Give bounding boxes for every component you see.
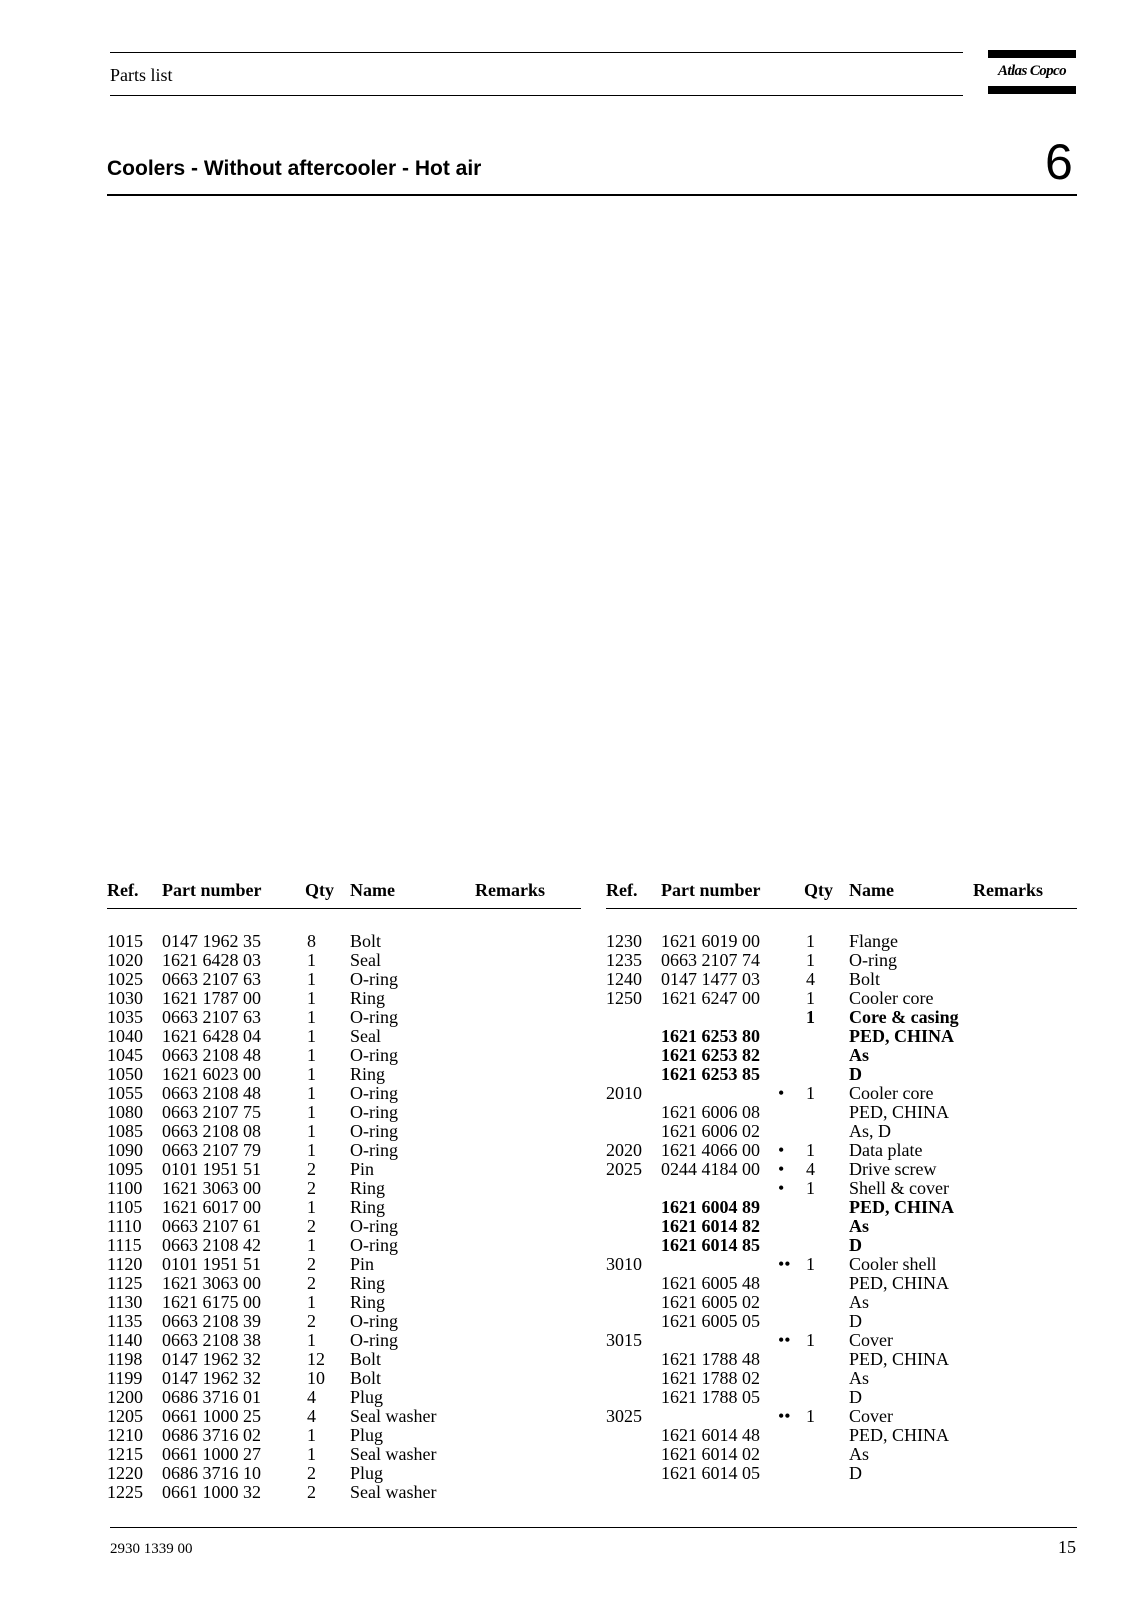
cell-part-number: 0686 3716 10 [162,1463,261,1483]
cell-qty: 2 [307,1178,316,1198]
footer-rule [110,1527,1077,1528]
cell-name: As [849,1368,870,1388]
cell-ref: 2025 [606,1159,642,1179]
cell-qty: 1 [307,988,316,1008]
cell-qty: 12 [307,1349,325,1369]
cell-part-number: 1621 6253 82 [661,1045,760,1065]
cell-qty: 1 [806,1140,815,1160]
cell-part-number: 1621 1788 48 [661,1349,760,1369]
cell-part-number: 0663 2108 08 [162,1121,261,1141]
cell-ref: 1125 [107,1273,143,1293]
cell-qty: 1 [307,950,316,970]
cell-part-number: 0661 1000 32 [162,1482,261,1502]
cell-name: Ring [350,988,386,1008]
cell-qty: 1 [806,950,815,970]
cell-name: As [849,1216,870,1236]
cell-qty: 1 [307,1026,316,1046]
cell-part-number: 1621 6428 04 [162,1026,261,1046]
cell-name: Pin [350,1159,375,1179]
cell-qty: 1 [307,1330,316,1350]
cell-name: Cooler core [849,1083,934,1103]
page-number: 15 [1058,1537,1076,1557]
cell-ref: 1120 [107,1254,143,1274]
cell-ref: 3010 [606,1254,642,1274]
cell-part-number: 0686 3716 02 [162,1425,261,1445]
cell-qty: 1 [806,1330,815,1350]
column-header-part-number: Part number [162,880,262,900]
table-header [606,880,1077,904]
parts-table-left [107,880,581,1502]
cell-name: O-ring [350,1140,398,1160]
column-header-part-number: Part number [661,880,761,900]
cell-part-number: 1621 6175 00 [162,1292,261,1312]
cell-name: O-ring [350,1216,398,1236]
cell-part-number: 0686 3716 01 [162,1387,261,1407]
cell-name: Ring [350,1064,386,1084]
cell-name: Seal [350,1026,381,1046]
cell-name: PED, CHINA [849,1349,950,1369]
cell-qty: 2 [307,1216,316,1236]
cell-name: D [849,1463,862,1483]
cell-qty: 1 [307,1083,316,1103]
cell-mark: • [778,1159,785,1179]
cell-name: D [849,1235,862,1255]
cell-name: O-ring [350,1045,398,1065]
cell-name: Plug [350,1425,384,1445]
cell-ref: 1050 [107,1064,143,1084]
cell-part-number: 0244 4184 00 [661,1159,760,1179]
cell-qty: 1 [307,1235,316,1255]
cell-name: Seal washer [350,1482,437,1502]
cell-qty: 1 [307,1007,316,1027]
cell-name: Cover [849,1330,893,1350]
cell-ref: 3025 [606,1406,642,1426]
header-top-rule [110,52,963,53]
cell-ref: 1025 [107,969,143,989]
cell-name: As [849,1444,870,1464]
cell-part-number: 0663 2107 74 [661,950,760,970]
cell-qty: 1 [307,1121,316,1141]
cell-part-number: 0663 2108 39 [162,1311,261,1331]
cell-qty: 1 [806,1083,815,1103]
cell-name: Drive screw [849,1159,937,1179]
cell-qty: 2 [307,1273,316,1293]
cell-name: Flange [849,931,898,951]
cell-mark: •• [778,1406,791,1426]
column-header-name: Name [350,880,395,900]
cell-ref: 1110 [107,1216,142,1236]
cell-part-number: 1621 3063 00 [162,1178,261,1198]
section-title: Coolers - Without aftercooler - Hot air [107,157,482,180]
header-label: Parts list [110,65,173,85]
column-header-remarks: Remarks [973,880,1043,900]
cell-name: PED, CHINA [849,1026,955,1046]
cell-part-number: 0663 2107 63 [162,1007,261,1027]
cell-part-number: 0147 1962 35 [162,931,261,951]
cell-part-number: 1621 6006 02 [661,1121,760,1141]
cell-name: O-ring [350,1102,398,1122]
cell-ref: 1130 [107,1292,143,1312]
cell-ref: 1215 [107,1444,143,1464]
cell-name: Shell & cover [849,1178,949,1198]
cell-name: Plug [350,1463,384,1483]
cell-qty: 2 [307,1159,316,1179]
cell-qty: 1 [806,1178,815,1198]
cell-mark: • [778,1178,785,1198]
cell-name: Ring [350,1273,386,1293]
cell-qty: 1 [806,931,815,951]
cell-part-number: 1621 6253 85 [661,1064,760,1084]
cell-qty: 1 [806,1406,815,1426]
cell-qty: 1 [806,1254,815,1274]
cell-name: O-ring [350,1083,398,1103]
cell-qty: 1 [307,1102,316,1122]
table-header-rule [606,908,1077,909]
cell-part-number: 0101 1951 51 [162,1159,261,1179]
cell-name: PED, CHINA [849,1102,950,1122]
cell-part-number: 1621 3063 00 [162,1273,261,1293]
table-header-rule [107,908,581,909]
document-number: 2930 1339 00 [110,1541,193,1557]
cell-mark: •• [778,1254,791,1274]
cell-qty: 1 [307,1292,316,1312]
cell-ref: 1250 [606,988,642,1008]
cell-qty: 8 [307,931,316,951]
cell-ref: 3015 [606,1330,642,1350]
cell-part-number: 0663 2108 48 [162,1083,261,1103]
brand-logo [988,50,1076,94]
cell-qty: 2 [307,1311,316,1331]
cell-part-number: 1621 6253 80 [661,1026,760,1046]
cell-ref: 1055 [107,1083,143,1103]
cell-name: As [849,1045,870,1065]
cell-part-number: 0663 2107 63 [162,969,261,989]
cell-ref: 2010 [606,1083,642,1103]
cell-part-number: 0663 2108 38 [162,1330,261,1350]
cell-ref: 1040 [107,1026,143,1046]
cell-name: Cooler shell [849,1254,937,1274]
cell-ref: 1030 [107,988,143,1008]
cell-ref: 1198 [107,1349,143,1369]
cell-name: Ring [350,1178,386,1198]
cell-name: Cover [849,1406,893,1426]
cell-mark: • [778,1083,785,1103]
cell-ref: 1200 [107,1387,143,1407]
cell-qty: 1 [307,969,316,989]
cell-ref: 1100 [107,1178,143,1198]
cell-ref: 1090 [107,1140,143,1160]
parts-table-right [606,880,1077,1483]
cell-name: O-ring [350,1121,398,1141]
cell-part-number: 0663 2108 48 [162,1045,261,1065]
cell-qty: 4 [307,1406,316,1426]
cell-part-number: 0663 2107 75 [162,1102,261,1122]
cell-qty: 1 [307,1444,316,1464]
cell-part-number: 1621 1788 05 [661,1387,760,1407]
cell-name: Pin [350,1254,375,1274]
cell-qty: 4 [806,969,815,989]
cell-part-number: 1621 6004 89 [661,1197,760,1217]
cell-part-number: 1621 6006 08 [661,1102,760,1122]
cell-name: D [849,1387,862,1407]
cell-name: Bolt [350,1368,382,1388]
cell-name: O-ring [849,950,897,970]
cell-name: Cooler core [849,988,934,1008]
cell-name: D [849,1311,862,1331]
column-header-ref: Ref. [107,880,139,900]
cell-part-number: 0661 1000 27 [162,1444,261,1464]
cell-name: Bolt [849,969,881,989]
cell-name: O-ring [350,1311,398,1331]
cell-name: Bolt [350,1349,382,1369]
cell-qty: 4 [307,1387,316,1407]
cell-part-number: 0661 1000 25 [162,1406,261,1426]
cell-name: Seal [350,950,381,970]
cell-mark: • [778,1140,785,1160]
cell-name: Ring [350,1292,386,1312]
cell-qty: 1 [307,1045,316,1065]
cell-part-number: 0663 2107 79 [162,1140,261,1160]
cell-part-number: 1621 4066 00 [661,1140,760,1160]
cell-qty: 2 [307,1463,316,1483]
cell-qty: 1 [307,1064,316,1084]
cell-ref: 1225 [107,1482,143,1502]
cell-part-number: 0147 1962 32 [162,1349,261,1369]
cell-ref: 1135 [107,1311,143,1331]
cell-qty: 10 [307,1368,325,1388]
cell-name: Ring [350,1197,386,1217]
cell-ref: 1095 [107,1159,143,1179]
section-title-rule [107,194,1077,196]
cell-name: O-ring [350,1330,398,1350]
cell-part-number: 1621 6247 00 [661,988,760,1008]
cell-name: Bolt [350,931,382,951]
cell-ref: 1240 [606,969,642,989]
cell-ref: 1020 [107,950,143,970]
cell-name: Seal washer [350,1406,437,1426]
cell-part-number: 0663 2108 42 [162,1235,261,1255]
brand-logo-text: Atlas Copco [998,63,1066,79]
cell-name: As, D [849,1121,892,1141]
cell-name: PED, CHINA [849,1197,955,1217]
cell-ref: 1220 [107,1463,143,1483]
cell-ref: 1085 [107,1121,143,1141]
cell-part-number: 0663 2107 61 [162,1216,261,1236]
column-header-qty: Qty [804,880,833,900]
cell-ref: 1230 [606,931,642,951]
cell-qty: 1 [806,1007,815,1027]
cell-ref: 1035 [107,1007,143,1027]
cell-ref: 1205 [107,1406,143,1426]
section-number: 6 [1045,134,1073,190]
header-bottom-rule [110,95,963,96]
cell-name: O-ring [350,1235,398,1255]
column-header-qty: Qty [305,880,334,900]
cell-part-number: 1621 6019 00 [661,931,760,951]
cell-part-number: 1621 6428 03 [162,950,261,970]
cell-part-number: 1621 6005 05 [661,1311,760,1331]
cell-ref: 1045 [107,1045,143,1065]
cell-part-number: 0147 1477 03 [661,969,760,989]
cell-qty: 1 [307,1197,316,1217]
cell-ref: 2020 [606,1140,642,1160]
cell-qty: 2 [307,1254,316,1274]
cell-name: D [849,1064,862,1084]
cell-qty: 4 [806,1159,815,1179]
column-header-remarks: Remarks [475,880,545,900]
cell-name: PED, CHINA [849,1425,950,1445]
cell-qty: 1 [806,988,815,1008]
cell-part-number: 1621 6014 82 [661,1216,760,1236]
cell-name: Core & casing [849,1007,959,1027]
cell-name: O-ring [350,969,398,989]
cell-part-number: 1621 6014 48 [661,1425,760,1445]
cell-name: PED, CHINA [849,1273,950,1293]
cell-ref: 1210 [107,1425,143,1445]
cell-ref: 1015 [107,931,143,951]
cell-ref: 1199 [107,1368,143,1388]
cell-qty: 1 [307,1140,316,1160]
cell-part-number: 1621 6014 85 [661,1235,760,1255]
cell-ref: 1080 [107,1102,143,1122]
cell-ref: 1235 [606,950,642,970]
cell-qty: 1 [307,1425,316,1445]
cell-part-number: 1621 6023 00 [162,1064,261,1084]
cell-part-number: 1621 1788 02 [661,1368,760,1388]
cell-ref: 1115 [107,1235,142,1255]
cell-part-number: 0101 1951 51 [162,1254,261,1274]
cell-part-number: 1621 6005 02 [661,1292,760,1312]
cell-part-number: 1621 6014 02 [661,1444,760,1464]
cell-name: As [849,1292,870,1312]
table-header [107,880,581,904]
cell-part-number: 0147 1962 32 [162,1368,261,1388]
cell-part-number: 1621 6017 00 [162,1197,261,1217]
cell-name: Plug [350,1387,384,1407]
cell-name: Data plate [849,1140,923,1160]
cell-part-number: 1621 6005 48 [661,1273,760,1293]
cell-ref: 1105 [107,1197,143,1217]
cell-name: O-ring [350,1007,398,1027]
column-header-name: Name [849,880,894,900]
cell-part-number: 1621 1787 00 [162,988,261,1008]
column-header-ref: Ref. [606,880,638,900]
cell-part-number: 1621 6014 05 [661,1463,760,1483]
cell-qty: 2 [307,1482,316,1502]
cell-name: Seal washer [350,1444,437,1464]
cell-ref: 1140 [107,1330,143,1350]
cell-mark: •• [778,1330,791,1350]
